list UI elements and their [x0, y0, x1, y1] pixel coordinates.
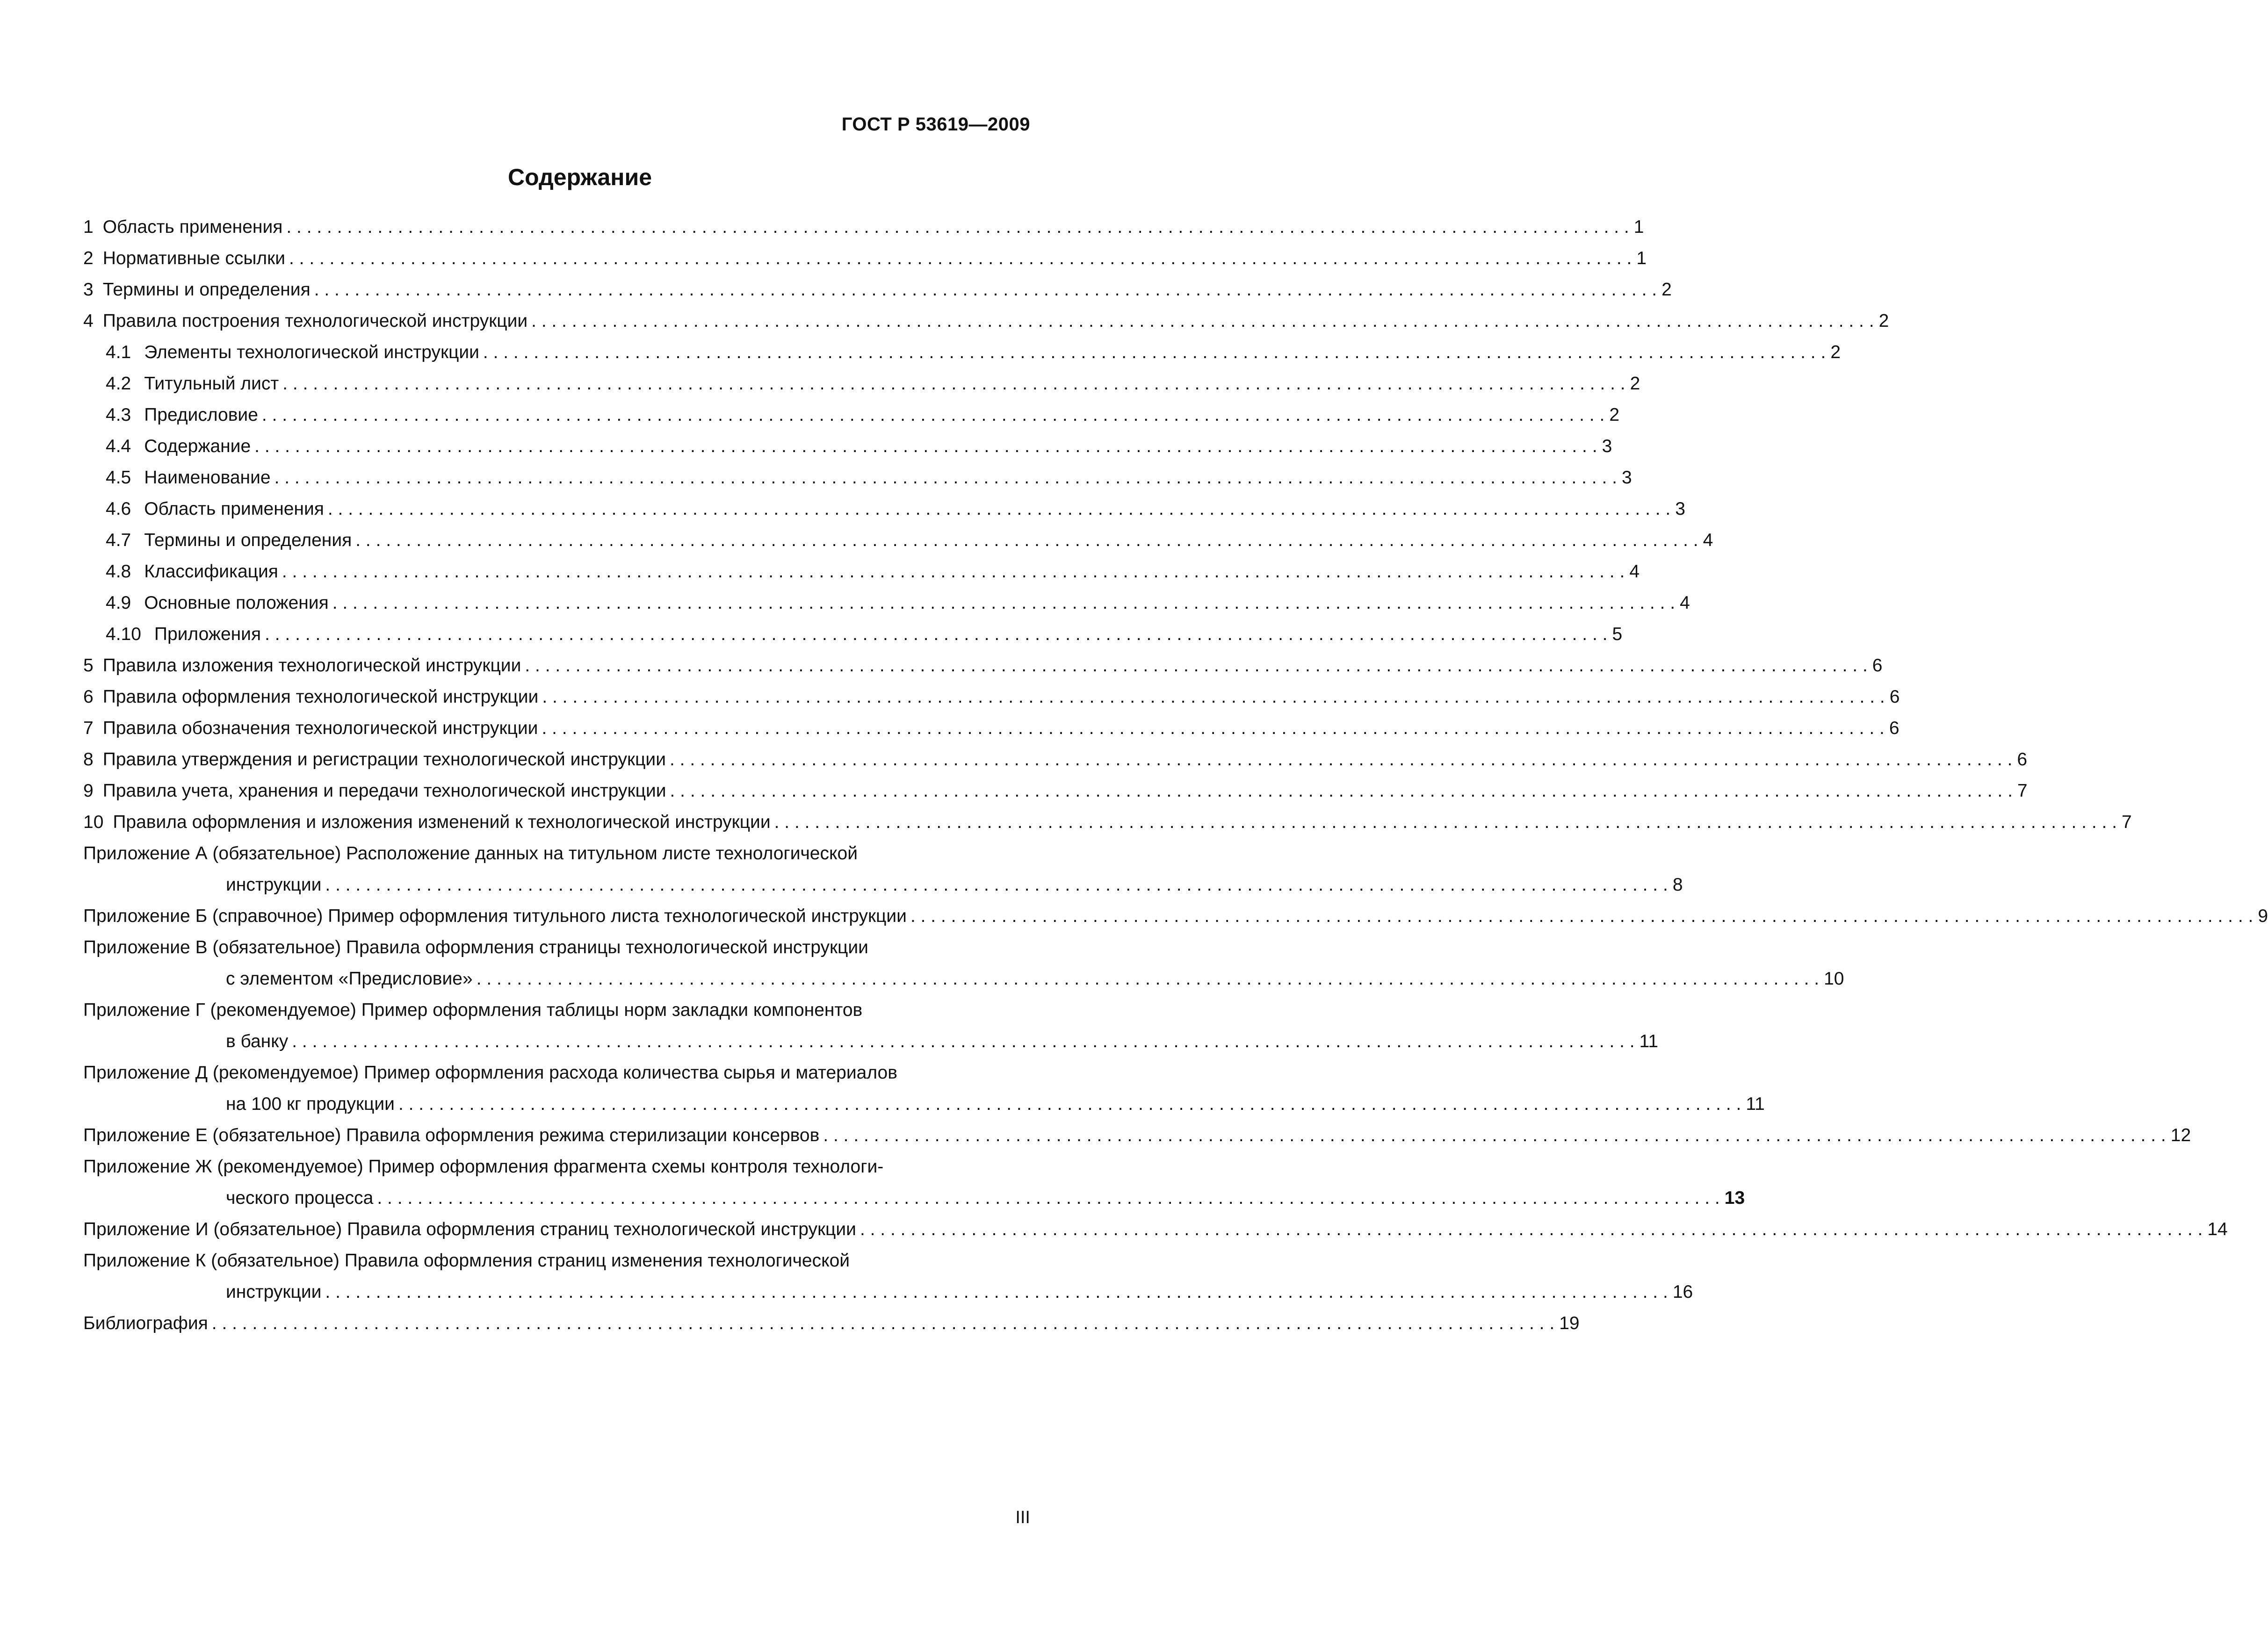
toc-entry-label: Приложение Б (справочное) Пример оформления титульного листа технологической инструкции: [83, 906, 907, 926]
toc-entry-label-continuation: с элементом «Предисловие»: [226, 969, 473, 989]
toc-leader-dots: [212, 1308, 1554, 1339]
toc-entry-label: Нормативные ссылки: [102, 248, 285, 268]
toc-entry-number: 6: [83, 687, 94, 707]
toc-entry[interactable]: [83, 525, 1713, 556]
toc-entry-page: 4: [1680, 593, 1690, 613]
toc-entry-page: 4: [1629, 561, 1640, 582]
toc-entry-number: 4: [83, 311, 94, 331]
toc-entry-page: 13: [1724, 1188, 1745, 1208]
toc-entry[interactable]: [83, 712, 1900, 744]
toc-entry[interactable]: [83, 211, 1644, 243]
toc-entry-label: Элементы технологической инструкции: [144, 342, 479, 362]
toc-entry[interactable]: [83, 1057, 1765, 1120]
toc-entry-label-continuation: инструкции: [226, 1282, 322, 1302]
toc-entry-number: 4.2: [106, 374, 131, 394]
toc-leader-dots: [289, 243, 1632, 274]
toc-entry[interactable]: [83, 368, 1640, 399]
toc-entry-number: 4.3: [106, 405, 131, 425]
toc-leader-dots: [292, 1026, 1634, 1057]
document-code: ГОСТ Р 53619—2009: [841, 114, 1030, 135]
toc-entry-label: Правила утверждения и регистрации технологической инструкции: [102, 749, 666, 770]
toc-entry[interactable]: [83, 681, 1900, 712]
toc-entry[interactable]: [83, 399, 1620, 431]
toc-entry-label: Правила построения технологической инструкции: [102, 311, 528, 331]
toc-entry-label: Приложение В (обязательное) Правила оформления страницы технологической инструкции: [83, 937, 868, 957]
toc-entry-label: Область применения: [144, 499, 324, 519]
toc-entry-page: 5: [1612, 624, 1623, 644]
toc-entry[interactable]: [83, 994, 1659, 1057]
toc-leader-dots: [254, 431, 1597, 462]
toc-leader-dots: [483, 337, 1826, 368]
toc-entry-page: 16: [1672, 1282, 1693, 1302]
toc-entry-number: 4.1: [106, 342, 131, 362]
toc-entry-number: 4.10: [106, 624, 141, 644]
toc-entry-page: 1: [1636, 248, 1647, 268]
toc-entry[interactable]: [83, 243, 1647, 274]
toc-entry[interactable]: [83, 337, 1841, 368]
toc-entry-label: Основные положения: [144, 593, 329, 613]
table-of-contents: [83, 211, 2268, 1339]
toc-entry-label: Приложение Е (обязательное) Правила оформления режима стерилизации консервов: [83, 1125, 820, 1145]
toc-entry[interactable]: [83, 493, 1685, 525]
toc-entry[interactable]: [83, 556, 1640, 587]
toc-entry-label: Термины и определения: [144, 530, 352, 550]
toc-entry-page: 14: [2207, 1219, 2228, 1239]
toc-entry-number: 2: [83, 248, 94, 268]
toc-entry-page: 6: [2017, 749, 2028, 770]
toc-entry-page: 11: [1746, 1094, 1765, 1114]
toc-leader-dots: [477, 963, 1819, 994]
toc-entry-label: Правила оформления технологической инструкции: [102, 687, 539, 707]
toc-entry-label: Приложения: [154, 624, 261, 644]
toc-entry-number: 1: [83, 217, 94, 237]
toc-entry-label: Приложение К (обязательное) Правила оформления страниц изменения технологической: [83, 1251, 850, 1271]
toc-title: Содержание: [507, 164, 652, 190]
toc-leader-dots: [265, 619, 1607, 650]
toc-entry-page: 3: [1621, 468, 1632, 488]
toc-entry-page: 7: [2122, 812, 2132, 832]
toc-entry-page: 2: [1609, 405, 1620, 425]
toc-leader-dots: [670, 775, 2013, 806]
toc-entry-page: 9: [2258, 906, 2268, 926]
toc-entry-number: 10: [83, 812, 104, 832]
toc-entry[interactable]: [83, 1214, 2228, 1245]
toc-entry-label-continuation: в банку: [226, 1031, 289, 1051]
toc-entry-page: 2: [1661, 280, 1672, 300]
toc-entry[interactable]: [83, 587, 1690, 619]
toc-entry-label: Предисловие: [144, 405, 258, 425]
toc-entry[interactable]: [83, 838, 1683, 900]
toc-entry-number: 9: [83, 781, 94, 801]
toc-entry-number: 4.9: [106, 593, 131, 613]
toc-entry-number: 8: [83, 749, 94, 770]
toc-entry-label: Термины и определения: [102, 280, 311, 300]
toc-entry-page: 6: [1889, 718, 1900, 738]
toc-leader-dots: [525, 650, 1867, 681]
toc-leader-dots: [774, 806, 2117, 838]
toc-entry[interactable]: [83, 1245, 1693, 1308]
toc-leader-dots: [274, 462, 1617, 493]
toc-entry-label: Приложение Ж (рекомендуемое) Пример оформления фрагмента схемы контроля технологи-: [83, 1157, 884, 1177]
toc-entry[interactable]: [83, 744, 2028, 775]
toc-leader-dots: [332, 587, 1675, 619]
toc-entry[interactable]: [83, 462, 1632, 493]
toc-entry[interactable]: [83, 1308, 1580, 1339]
toc-entry-page: 12: [2170, 1125, 2191, 1145]
toc-leader-dots: [670, 744, 2012, 775]
toc-leader-dots: [823, 1120, 2166, 1151]
toc-entry-number: 7: [83, 718, 94, 738]
toc-entry-page: 8: [1672, 875, 1683, 895]
toc-entry-number: 5: [83, 655, 94, 676]
toc-leader-dots: [860, 1214, 2203, 1245]
toc-entry[interactable]: [83, 932, 1844, 994]
toc-leader-dots: [377, 1182, 1719, 1214]
toc-entry-label: Правила изложения технологической инструкции: [102, 655, 521, 676]
toc-entry[interactable]: [83, 274, 1672, 305]
toc-entry-page: 7: [2017, 781, 2028, 801]
toc-entry[interactable]: [83, 775, 2028, 806]
toc-leader-dots: [531, 305, 1874, 337]
toc-entry-label: Классификация: [144, 561, 278, 582]
toc-entry[interactable]: [83, 1120, 2191, 1151]
toc-leader-dots: [325, 1276, 1668, 1308]
toc-entry-label: Титульный лист: [144, 374, 279, 394]
toc-entry-page: 6: [1889, 687, 1900, 707]
toc-entry-label: Приложение А (обязательное) Расположение данных на титульном листе технологической: [83, 843, 858, 863]
toc-entry-page: 2: [1878, 311, 1889, 331]
toc-entry-label: Библиография: [83, 1313, 208, 1333]
toc-entry-page: 3: [1675, 499, 1685, 519]
toc-entry-label: Правила учета, хранения и передачи технологической инструкции: [102, 781, 666, 801]
toc-entry[interactable]: [83, 305, 1889, 337]
toc-entry[interactable]: [83, 806, 2132, 838]
page-number: III: [1015, 1508, 1030, 1527]
toc-leader-dots: [282, 368, 1625, 399]
toc-entry-label: Область применения: [102, 217, 283, 237]
toc-entry-label: Правила обозначения технологической инструкции: [102, 718, 538, 738]
toc-leader-dots: [328, 493, 1670, 525]
toc-entry-page: 10: [1824, 969, 1844, 989]
toc-entry-page: 3: [1602, 436, 1612, 456]
toc-entry-number: 4.4: [106, 436, 131, 456]
toc-entry[interactable]: [83, 619, 1623, 650]
toc-entry-label: Приложение Д (рекомендуемое) Пример оформления расхода количества сырья и материалов: [83, 1063, 897, 1083]
toc-entry-number: 3: [83, 280, 94, 300]
toc-entry-label-continuation: ческого процесса: [226, 1188, 374, 1208]
toc-leader-dots: [542, 681, 1885, 712]
toc-leader-dots: [286, 211, 1629, 243]
toc-entry-label: Приложение И (обязательное) Правила оформления страниц технологической инструкции: [83, 1219, 856, 1239]
toc-entry-label-continuation: инструкции: [226, 875, 322, 895]
toc-entry-number: 4.5: [106, 468, 131, 488]
toc-leader-dots: [325, 869, 1668, 900]
toc-entry-page: 1: [1633, 217, 1644, 237]
toc-entry-number: 4.6: [106, 499, 131, 519]
toc-entry-page: 2: [1830, 342, 1841, 362]
toc-leader-dots: [542, 712, 1884, 744]
toc-entry-page: 2: [1630, 374, 1640, 394]
toc-entry-number: 4.7: [106, 530, 131, 550]
toc-entry-label: Наименование: [144, 468, 271, 488]
toc-entry-label: Приложение Г (рекомендуемое) Пример оформления таблицы норм закладки компонентов: [83, 1000, 863, 1020]
toc-leader-dots: [314, 274, 1657, 305]
toc-entry[interactable]: [83, 431, 1612, 462]
toc-entry-label: Правила оформления и изложения изменений к технологической инструкции: [113, 812, 771, 832]
toc-entry-page: 4: [1703, 530, 1713, 550]
toc-entry-page: 11: [1639, 1031, 1659, 1051]
toc-leader-dots: [355, 525, 1698, 556]
toc-entry[interactable]: [83, 1151, 1745, 1214]
toc-entry-page: 6: [1872, 655, 1883, 676]
toc-entry[interactable]: [83, 900, 2268, 932]
toc-leader-dots: [262, 399, 1604, 431]
toc-entry[interactable]: [83, 650, 1883, 681]
toc-leader-dots: [910, 900, 2253, 932]
toc-entry-label-continuation: на 100 кг продукции: [226, 1094, 395, 1114]
toc-leader-dots: [282, 556, 1625, 587]
toc-leader-dots: [398, 1088, 1741, 1120]
toc-entry-number: 4.8: [106, 561, 131, 582]
toc-entry-label: Содержание: [144, 436, 251, 456]
toc-entry-page: 19: [1559, 1313, 1580, 1333]
